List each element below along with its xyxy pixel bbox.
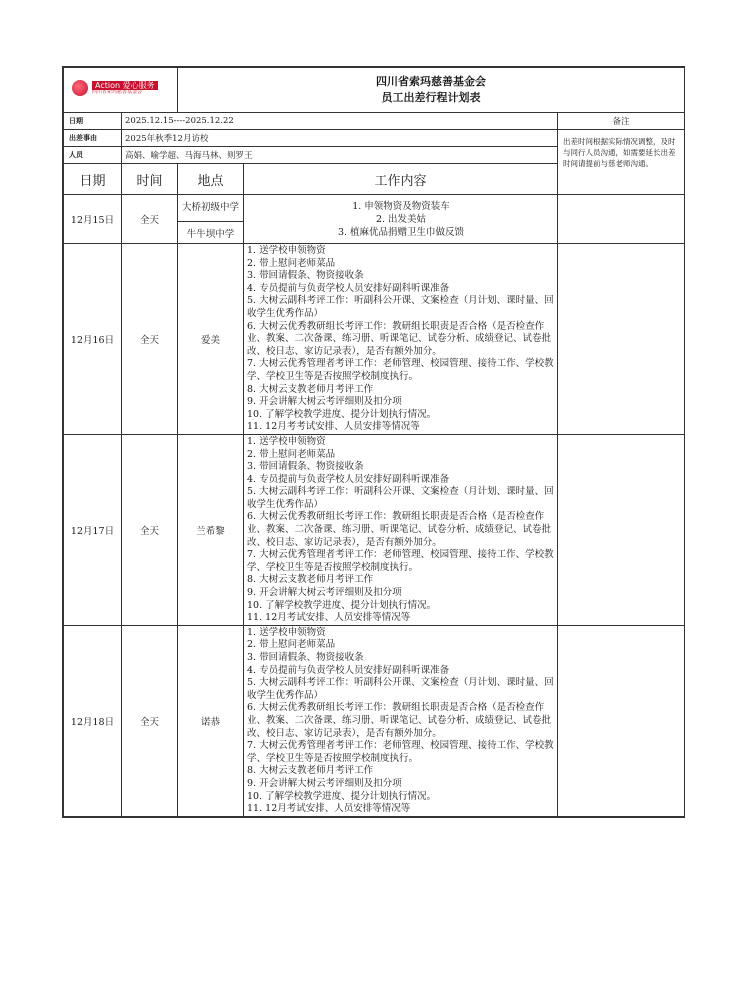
table-row bbox=[64, 625, 685, 816]
work-item: 2. 出发美姑 bbox=[375, 214, 427, 225]
work-item: 7. 大树云优秀管理者考评工作：老师管理、校园管理、接待工作、学校教学、学校卫生等是否按照学校制度执行。 bbox=[247, 740, 554, 764]
people-value: 高娟、喻学超、马海马林、则罗王 bbox=[122, 147, 558, 164]
work-item: 2. 带上慰问老师菜品 bbox=[247, 257, 336, 269]
work-item: 6. 大树云优秀教研组长考评工作：教研组长职责是否合格（是否检查作业、教案、二次备课、练习册、听课笔记、试卷分析、成绩登记、试卷批改、校日志、家访记录表），是否有额外加分。 bbox=[247, 511, 552, 548]
row-location: 诺恭 bbox=[178, 625, 244, 816]
reason-label: 出差事由 bbox=[64, 130, 122, 147]
remarks-text: 出差时间根据实际情况调整，及时与同行人员沟通，如需要延长出差时间请提前与慈老师沟通。 bbox=[558, 130, 685, 195]
work-item: 4. 专员提前与负责学校人员安排好副科听课准备 bbox=[247, 664, 450, 676]
page-title: 四川省索玛慈善基金会 bbox=[376, 75, 487, 89]
work-item: 4. 专员提前与负责学校人员安排好副科听课准备 bbox=[247, 282, 450, 294]
table-row bbox=[64, 244, 685, 435]
row-date: 12月17日 bbox=[64, 434, 122, 625]
work-item: 7. 大树云优秀管理者考评工作：老师管理、校园管理、接待工作、学校教学、学校卫生等是否按照学校制度执行。 bbox=[247, 549, 554, 573]
work-item: 10. 了解学校教学进度、提分计划执行情况。 bbox=[247, 599, 437, 611]
work-item: 4. 专员提前与负责学校人员安排好副科听课准备 bbox=[247, 473, 450, 485]
row-remarks bbox=[558, 195, 685, 244]
work-item: 5. 大树云副科考评工作：听副科公开课、文案检查（月计划、课时量、回收学生优秀作品） bbox=[247, 295, 554, 319]
logo-sub-text: 四川省索玛慈善基金会 bbox=[92, 88, 143, 95]
logo-main-text: Action 爱心服务 bbox=[92, 81, 158, 90]
work-item: 1. 送学校申领物资 bbox=[247, 435, 326, 447]
itinerary-table bbox=[63, 67, 685, 817]
row-work-content bbox=[244, 195, 558, 244]
work-item: 8. 大树云支教老师月考评工作 bbox=[247, 765, 374, 777]
row-remarks bbox=[558, 434, 685, 625]
location-top: 大桥初级中学 bbox=[178, 195, 243, 222]
table-row bbox=[64, 434, 685, 625]
row-remarks bbox=[558, 625, 685, 816]
work-item: 9. 开会讲解大树云考评细则及扣分项 bbox=[247, 396, 402, 408]
work-item: 2. 带上慰问老师菜品 bbox=[247, 448, 336, 460]
location-bottom: 牛牛坝中学 bbox=[186, 228, 235, 240]
people-label: 人员 bbox=[64, 147, 122, 164]
row-date: 12月15日 bbox=[64, 195, 122, 244]
work-item: 2. 带上慰问老师菜品 bbox=[247, 639, 336, 651]
row-location: 兰希黎 bbox=[178, 434, 244, 625]
logo-cell bbox=[64, 68, 178, 113]
work-item: 1. 送学校申领物资 bbox=[247, 245, 326, 256]
work-item: 1. 申领物资及物资装车 bbox=[352, 201, 450, 212]
flower-icon bbox=[72, 80, 88, 96]
work-item: 3. 植麻优品捐赠卫生巾做反馈 bbox=[337, 227, 465, 238]
row-location bbox=[178, 195, 244, 244]
row-time: 全天 bbox=[122, 625, 178, 816]
work-item: 8. 大树云支教老师月考评工作 bbox=[247, 574, 374, 586]
row-time: 全天 bbox=[122, 244, 178, 435]
row-time: 全天 bbox=[122, 195, 178, 244]
date-label: 日期 bbox=[64, 113, 122, 130]
itinerary-sheet bbox=[62, 66, 685, 818]
title-cell bbox=[178, 68, 685, 113]
work-item: 1. 送学校申领物资 bbox=[247, 626, 326, 638]
work-item: 11. 12月考考试安排、人员安排等情况等 bbox=[247, 421, 420, 433]
work-item: 9. 开会讲解大树云考评细则及扣分项 bbox=[247, 777, 402, 789]
row-work-content bbox=[244, 434, 558, 625]
work-item: 10. 了解学校教学进度、提分计划执行情况。 bbox=[247, 790, 437, 802]
work-item: 6. 大树云优秀教研组长考评工作：教研组长职责是否合格（是否检查作业、教案、二次备课、练习册、听课笔记、试卷分析、成绩登记、试卷批改、校日志、家访记录表），是否有额外加分。 bbox=[247, 702, 552, 739]
work-item: 7. 大树云优秀管理者考评工作：老师管理、校园管理、接待工作、学校教学、学校卫生等是否按照学校制度执行。 bbox=[247, 358, 554, 382]
column-header-date: 日期 bbox=[64, 164, 122, 195]
work-item: 9. 开会讲解大树云考评细则及扣分项 bbox=[247, 587, 402, 599]
row-time: 全天 bbox=[122, 434, 178, 625]
page-subtitle: 员工出差行程计划表 bbox=[381, 91, 481, 104]
work-item: 3. 带回请假条、物资接收条 bbox=[247, 270, 364, 282]
work-item: 6. 大树云优秀教研组长考评工作：教研组长职责是否合格（是否检查作业、教案、二次备课、练习册、听课笔记、试卷分析、成绩登记、试卷批改、校日志、家访记录表），是否有额外加分。 bbox=[247, 320, 552, 357]
column-header-work: 工作内容 bbox=[244, 164, 558, 195]
work-item: 11. 12月考试安排、人员安排等情况等 bbox=[247, 612, 411, 624]
work-item: 5. 大树云副科考评工作：听副科公开课、文案检查（月计划、课时量、回收学生优秀作品） bbox=[247, 677, 554, 701]
row-work-content bbox=[244, 625, 558, 816]
work-item: 11. 12月考试安排、人员安排等情况等 bbox=[247, 803, 411, 815]
row-work-content bbox=[244, 244, 558, 435]
work-item: 5. 大树云副科考评工作：听副科公开课、文案检查（月计划、课时量、回收学生优秀作品） bbox=[247, 486, 554, 510]
work-item: 10. 了解学校教学进度、提分计划执行情况。 bbox=[247, 408, 437, 420]
row-remarks bbox=[558, 244, 685, 435]
row-location: 爱美 bbox=[178, 244, 244, 435]
row-date: 12月16日 bbox=[64, 244, 122, 435]
work-item: 3. 带回请假条、物资接收条 bbox=[247, 652, 364, 663]
date-value: 2025.12.15----2025.12.22 bbox=[122, 113, 558, 130]
foundation-logo bbox=[72, 80, 158, 96]
reason-value: 2025年秋季12月访校 bbox=[122, 130, 558, 147]
remarks-label: 备注 bbox=[558, 113, 685, 130]
work-item: 3. 带回请假条、物资接收条 bbox=[247, 461, 364, 473]
table-row bbox=[64, 195, 685, 244]
column-header-time: 时间 bbox=[122, 164, 178, 195]
work-item: 8. 大树云支教老师月考评工作 bbox=[247, 383, 374, 395]
column-header-location: 地点 bbox=[178, 164, 244, 195]
row-date: 12月18日 bbox=[64, 625, 122, 816]
